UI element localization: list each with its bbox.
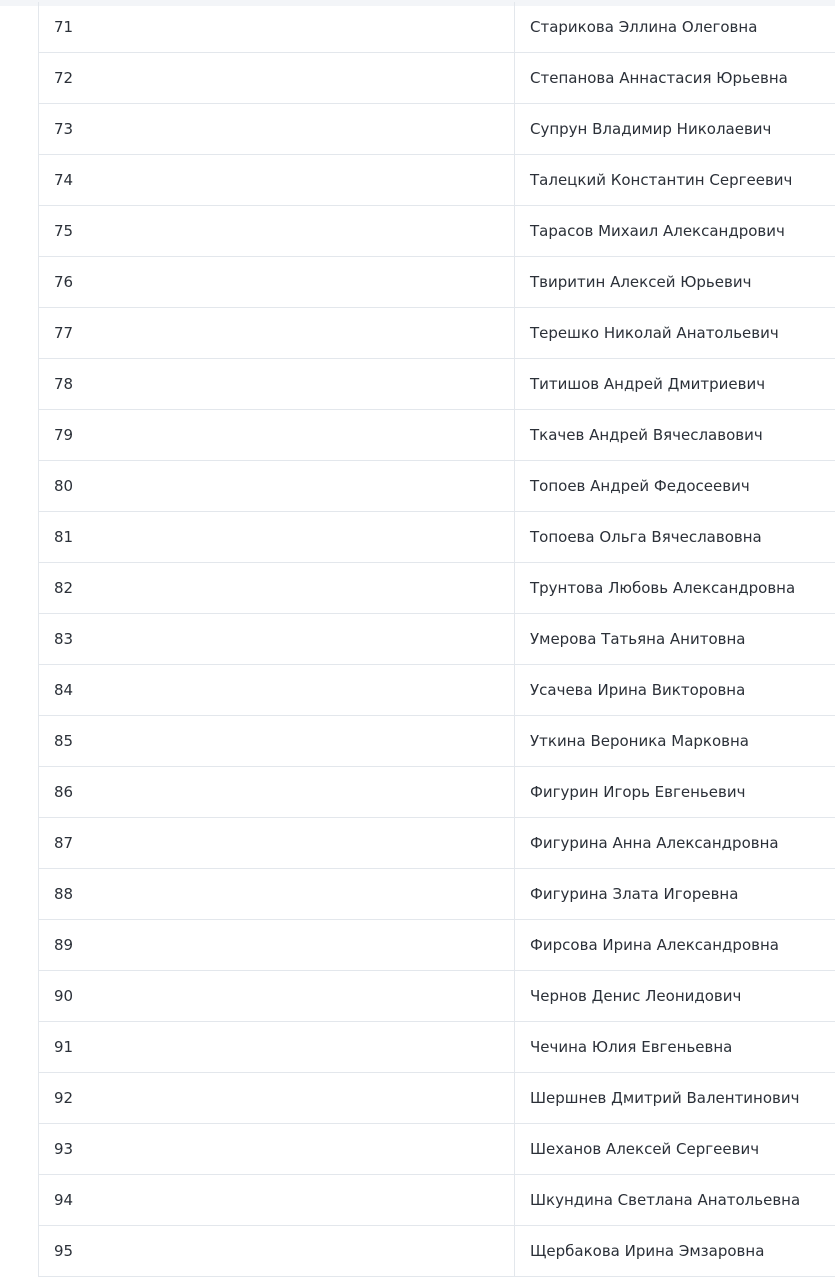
full-name-cell: Талецкий Константин Сергеевич [530, 171, 793, 189]
table-row [39, 716, 835, 767]
table-row [39, 257, 835, 308]
full-name-cell: Твиритин Алексей Юрьевич [530, 273, 752, 291]
table-row [39, 1022, 835, 1073]
full-name-cell: Топоев Андрей Федосеевич [530, 477, 750, 495]
table-row [39, 308, 835, 359]
table-row [39, 920, 835, 971]
row-number-cell: 94 [39, 1175, 515, 1225]
table-row [39, 1175, 835, 1226]
row-number-cell: 78 [39, 359, 515, 409]
table-row [39, 104, 835, 155]
full-name-cell: Щербакова Ирина Эмзаровна [530, 1242, 765, 1260]
row-number-cell: 86 [39, 767, 515, 817]
row-number-cell: 77 [39, 308, 515, 358]
full-name-cell: Старикова Эллина Олеговна [530, 18, 758, 36]
full-name-cell: Тарасов Михаил Александрович [530, 222, 785, 240]
row-number-cell: 80 [39, 461, 515, 511]
table-row [39, 614, 835, 665]
table-row [39, 1124, 835, 1175]
full-name-cell: Степанова Аннастасия Юрьевна [530, 69, 788, 87]
full-name-cell: Титишов Андрей Дмитриевич [530, 375, 766, 393]
row-number-cell: 72 [39, 53, 515, 103]
row-number-cell: 95 [39, 1226, 515, 1276]
row-number-cell: 83 [39, 614, 515, 664]
full-name-cell: Умерова Татьяна Анитовна [530, 630, 746, 648]
full-name-cell: Терешко Николай Анатольевич [530, 324, 779, 342]
table-row [39, 2, 835, 53]
table-row [39, 53, 835, 104]
table-row [39, 155, 835, 206]
row-number-cell: 82 [39, 563, 515, 613]
row-number-cell: 71 [39, 2, 515, 52]
row-number-cell: 92 [39, 1073, 515, 1123]
table-row [39, 359, 835, 410]
row-number-cell: 90 [39, 971, 515, 1021]
full-name-cell: Фигурина Злата Игоревна [530, 885, 739, 903]
full-name-cell: Чечина Юлия Евгеньевна [530, 1038, 733, 1056]
row-number-cell: 88 [39, 869, 515, 919]
full-name-cell: Фигурина Анна Александровна [530, 834, 779, 852]
table-row [39, 869, 835, 920]
row-number-cell: 81 [39, 512, 515, 562]
row-number-cell: 91 [39, 1022, 515, 1072]
full-name-cell: Шершнев Дмитрий Валентинович [530, 1089, 800, 1107]
table-row [39, 767, 835, 818]
row-number-cell: 79 [39, 410, 515, 460]
full-name-cell: Уткина Вероника Марковна [530, 732, 749, 750]
full-name-cell: Шкундина Светлана Анатольевна [530, 1191, 801, 1209]
table-row [39, 971, 835, 1022]
row-number-cell: 76 [39, 257, 515, 307]
full-name-cell: Шеханов Алексей Сергеевич [530, 1140, 760, 1158]
row-number-cell: 93 [39, 1124, 515, 1174]
full-name-cell: Усачева Ирина Викторовна [530, 681, 746, 699]
participants-table [38, 2, 835, 1277]
full-name-cell: Фигурин Игорь Евгеньевич [530, 783, 746, 801]
full-name-cell: Ткачев Андрей Вячеславович [530, 426, 763, 444]
row-number-cell: 89 [39, 920, 515, 970]
table-row [39, 410, 835, 461]
table-row [39, 461, 835, 512]
full-name-cell: Чернов Денис Леонидович [530, 987, 742, 1005]
full-name-cell: Супрун Владимир Николаевич [530, 120, 772, 138]
row-number-cell: 87 [39, 818, 515, 868]
row-number-cell: 85 [39, 716, 515, 766]
table-row [39, 206, 835, 257]
table-row [39, 1226, 835, 1277]
table-row [39, 665, 835, 716]
table-row [39, 563, 835, 614]
full-name-cell: Топоева Ольга Вячеславовна [530, 528, 762, 546]
full-name-cell: Фирсова Ирина Александровна [530, 936, 779, 954]
table-row [39, 818, 835, 869]
row-number-cell: 75 [39, 206, 515, 256]
table-row [39, 512, 835, 563]
table-row [39, 1073, 835, 1124]
row-number-cell: 73 [39, 104, 515, 154]
row-number-cell: 84 [39, 665, 515, 715]
row-number-cell: 74 [39, 155, 515, 205]
full-name-cell: Трунтова Любовь Александровна [530, 579, 796, 597]
